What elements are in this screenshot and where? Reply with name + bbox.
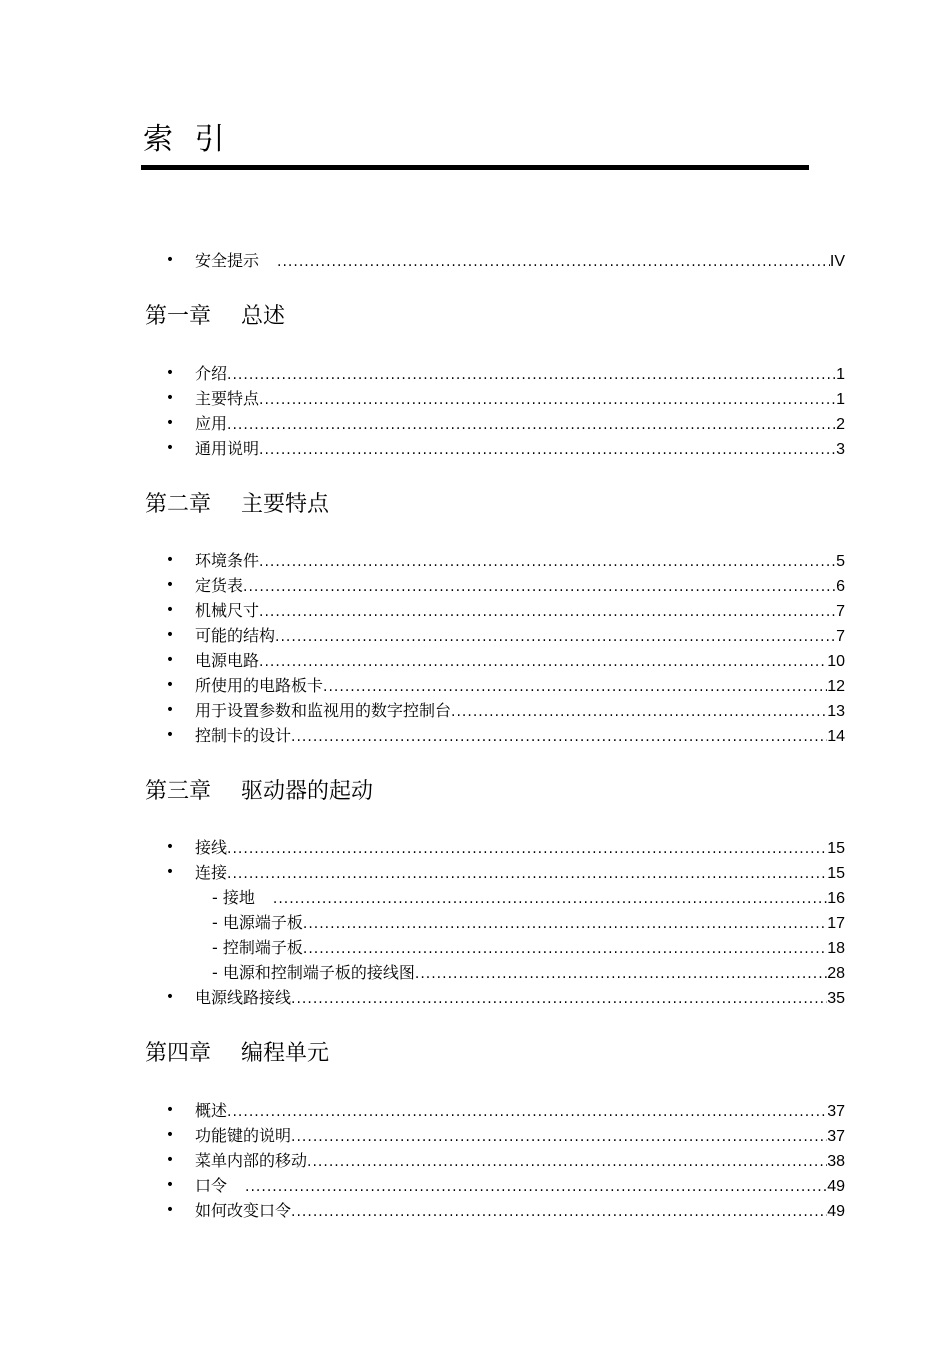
chapter-title: 主要特点: [241, 492, 330, 517]
dot-leader: [227, 413, 836, 438]
toc-entry[interactable]: [0, 386, 950, 411]
chapter-number: 第二章: [145, 492, 212, 517]
toc-entry-label: 接线: [195, 838, 228, 857]
toc-entry-label: 电源电路: [195, 651, 260, 670]
dot-leader: [291, 1200, 827, 1225]
chapter-title: 总述: [241, 304, 286, 329]
toc-entry-label: 所使用的电路板卡: [195, 676, 324, 695]
toc-entry[interactable]: [0, 548, 950, 573]
toc-entry-page: 7: [836, 628, 845, 645]
toc-entry-label: 主要特点: [195, 389, 260, 408]
toc-entry-page: 37: [827, 1103, 845, 1120]
dot-leader: [245, 1175, 827, 1200]
toc-entry-label: - 电源和控制端子板的接线图: [212, 963, 415, 982]
toc-entry[interactable]: [0, 573, 950, 598]
bullet-icon: •: [165, 415, 175, 431]
toc-entry-page: 16: [827, 890, 845, 907]
toc-entry[interactable]: [0, 1198, 950, 1223]
toc-entry-label: - 接地: [212, 888, 255, 907]
bullet-icon: •: [165, 989, 175, 1005]
toc-entry[interactable]: [0, 860, 950, 885]
bullet-icon: •: [165, 627, 175, 643]
toc-entry[interactable]: [0, 598, 950, 623]
bullet-icon: •: [165, 440, 175, 456]
toc-subentry[interactable]: [0, 935, 950, 960]
toc-entry-label: 口令: [195, 1176, 228, 1195]
bullet-icon: •: [165, 1127, 175, 1143]
toc-entry[interactable]: [0, 673, 950, 698]
dot-leader: [227, 1100, 827, 1125]
page-title: 索 引: [143, 122, 231, 157]
toc-entry-page: 12: [827, 678, 845, 695]
toc-entry-page: 28: [827, 965, 845, 982]
bullet-icon: •: [165, 727, 175, 743]
toc-entry-label: 功能键的说明: [195, 1126, 292, 1145]
dot-leader: [307, 1150, 827, 1175]
toc-entry-label: 机械尺寸: [195, 601, 260, 620]
toc-entry-page: 6: [836, 578, 845, 595]
toc-entry-label: 电源线路接线: [195, 988, 292, 1007]
toc-entry-page: 15: [827, 840, 845, 857]
toc-entry-label: 用于设置参数和监视用的数字控制台: [195, 701, 452, 720]
toc-entry-page: 15: [827, 865, 845, 882]
toc-entry[interactable]: [0, 698, 950, 723]
dot-leader: [291, 987, 827, 1012]
bullet-icon: •: [165, 365, 175, 381]
dot-leader: [277, 250, 830, 275]
chapter-heading: [145, 303, 285, 331]
bullet-icon: •: [165, 702, 175, 718]
bullet-icon: •: [165, 390, 175, 406]
bullet-icon: •: [165, 552, 175, 568]
toc-entry-page: 35: [827, 990, 845, 1007]
dot-leader: [259, 650, 827, 675]
dot-leader: [243, 575, 836, 600]
bullet-icon: •: [165, 602, 175, 618]
bullet-icon: •: [165, 839, 175, 855]
bullet-icon: •: [165, 677, 175, 693]
toc-entry-page: IV: [829, 253, 845, 270]
toc-entry-page: 37: [827, 1128, 845, 1145]
toc-entry-label: 连接: [195, 863, 228, 882]
bullet-icon: •: [165, 1202, 175, 1218]
toc-entry-page: 49: [827, 1203, 845, 1220]
toc-entry[interactable]: [0, 1098, 950, 1123]
toc-entry-page: 38: [827, 1153, 845, 1170]
dot-leader: [291, 1125, 827, 1150]
toc-subentry[interactable]: [0, 885, 950, 910]
toc-entry-page: 17: [827, 915, 845, 932]
toc-entry-page: 14: [827, 728, 845, 745]
toc-entry-page: 3: [836, 441, 845, 458]
toc-entry-label: - 控制端子板: [212, 938, 303, 957]
title-rule: [141, 165, 809, 170]
toc-entry-page: 18: [827, 940, 845, 957]
toc-entry-page: 1: [836, 366, 845, 383]
toc-entry-page: 5: [836, 553, 845, 570]
toc-entry-label: 菜单内部的移动: [195, 1151, 308, 1170]
chapter-title: 驱动器的起动: [241, 779, 374, 804]
chapter-heading: [145, 491, 329, 519]
dot-leader: [303, 937, 827, 962]
toc-entry-label: 可能的结构: [195, 626, 276, 645]
dot-leader: [259, 438, 836, 463]
toc-entry-label: 通用说明: [195, 439, 260, 458]
toc-entry-label: 应用: [195, 414, 228, 433]
bullet-icon: •: [165, 577, 175, 593]
chapter-number: 第四章: [145, 1041, 212, 1066]
toc-entry[interactable]: [0, 985, 950, 1010]
dot-leader: [273, 887, 827, 912]
chapter-title: 编程单元: [241, 1041, 330, 1066]
chapter-number: 第三章: [145, 779, 212, 804]
dot-leader: [259, 388, 836, 413]
toc-entry-label: 安全提示: [195, 251, 260, 270]
toc-entry-label: - 电源端子板: [212, 913, 303, 932]
toc-entry-page: 10: [827, 653, 845, 670]
toc-entry-label: 环境条件: [195, 551, 260, 570]
toc-entry[interactable]: [0, 361, 950, 386]
dot-leader: [303, 912, 827, 937]
toc-entry[interactable]: [0, 436, 950, 461]
bullet-icon: •: [165, 1152, 175, 1168]
toc-subentry[interactable]: [0, 960, 950, 985]
toc-entry-page: 2: [836, 416, 845, 433]
toc-entry[interactable]: [0, 248, 950, 273]
dot-leader: [227, 837, 827, 862]
dot-leader: [227, 363, 836, 388]
chapter-heading: [145, 1040, 329, 1068]
dot-leader: [451, 700, 827, 725]
toc-entry-label: 介绍: [195, 364, 228, 383]
toc-entry[interactable]: [0, 723, 950, 748]
toc-entry-page: 7: [836, 603, 845, 620]
dot-leader: [259, 550, 836, 575]
chapter-number: 第一章: [145, 304, 212, 329]
bullet-icon: •: [165, 252, 175, 268]
toc-subentry[interactable]: [0, 910, 950, 935]
toc-entry[interactable]: [0, 648, 950, 673]
bullet-icon: •: [165, 1177, 175, 1193]
dot-leader: [227, 862, 827, 887]
toc-entry[interactable]: [0, 1123, 950, 1148]
toc-entry-page: 1: [836, 391, 845, 408]
dot-leader: [323, 675, 827, 700]
toc-entry-page: 13: [827, 703, 845, 720]
bullet-icon: •: [165, 864, 175, 880]
toc-entry[interactable]: [0, 835, 950, 860]
toc-entry-page: 49: [827, 1178, 845, 1195]
bullet-icon: •: [165, 1102, 175, 1118]
dot-leader: [415, 962, 827, 987]
toc-entry[interactable]: [0, 1173, 950, 1198]
dot-leader: [275, 625, 836, 650]
toc-entry[interactable]: [0, 623, 950, 648]
toc-entry-label: 概述: [195, 1101, 228, 1120]
toc-entry-label: 如何改变口令: [195, 1201, 292, 1220]
dot-leader: [259, 600, 836, 625]
chapter-heading: [145, 778, 373, 806]
toc-entry-label: 定货表: [195, 576, 244, 595]
dot-leader: [291, 725, 827, 750]
toc-entry-label: 控制卡的设计: [195, 726, 292, 745]
toc-entry[interactable]: [0, 1148, 950, 1173]
bullet-icon: •: [165, 652, 175, 668]
toc-entry[interactable]: [0, 411, 950, 436]
